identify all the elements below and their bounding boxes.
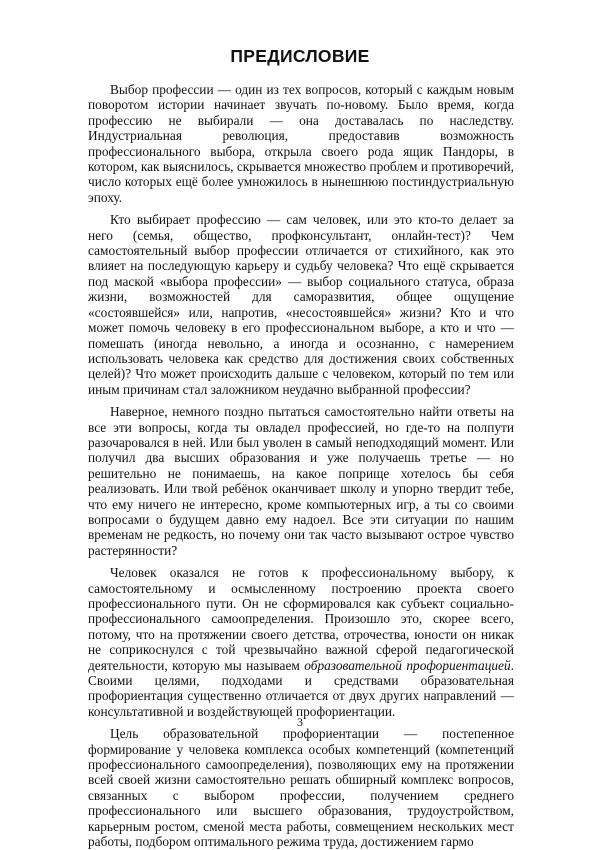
- paragraph-3-text: Наверное, немного поздно пытаться самостоятельно найти ответы на все эти вопросы, когда ты овладел профессией, но где-то на полпути разочаровался в ней. Или был уволен в самый неподходящий момент. Или получил два высших образования и уже получаешь третье — но решительно не понимаешь, на какое поприще хотелось бы себя реализовать. Или твой ребёнок оканчивает школу и упорно твердит тебе, что ему ничего не интересно, кроме компьютерных игр, а ты со своими вопросами о будущем давно ему надоел. Все эти ситуации по нашим временам не редкость, но почему они так часто вызывают острое чувство растерянности?: [88, 404, 514, 558]
- paragraph-3: [88, 404, 514, 558]
- paragraph-2: [88, 212, 514, 397]
- paragraph-5: [88, 726, 514, 849]
- body-text: [88, 82, 514, 850]
- paragraph-4-text-end: . Своими целями, подходами и средствами образовательная профориентация существенно отличается от двух других направлений — консультативной и воздействующей профориентации.: [88, 657, 514, 719]
- paragraph-1-text: Выбор профессии — один из тех вопросов, который с каждым новым поворотом истории начинает звучать по-новому. Было время, когда профессию не выбирали — она доставалась по наследству. Индустриальная революция, предоставив возможность профессионального выбора, открыла своего рода ящик Пандоры, в котором, как выяснилось, скрывается множество проблем и противоречий, число которых ещё более умножилось в нынешнюю постиндустриальную эпоху.: [88, 82, 514, 205]
- page-title: ПРЕДИСЛОВИЕ: [230, 46, 370, 66]
- page-number: 3: [297, 715, 303, 729]
- paragraph-5-text: Цель образовательной профориентации — постепенное формирование у человека комплекса особых компетенций (компетенций профессионального самоопределения), позволяющих ему на протяжении всей своей жизни самостоятельно решать обширный комплекс вопросов, связанных с выбором профессии, получением среднего профессионального или высшего образования, трудоустройством, карьерным ростом, сменой места работы, совмещением нескольких мест работы, подбором оптимального режима труда, достижением гармо: [88, 726, 514, 850]
- paragraph-1: [88, 82, 514, 205]
- paragraph-4-text-start: Человек оказался не готов к профессиональному выбору, к самостоятельному и осмысленному построению проекта своего профессионального пути. Он не сформировался как субъект социально-профессионального самоопределения. Произошло это, скорее всего, потому, что на протяжении своего детства, отрочества, юности он никак не соприкоснулся с той чрезвычайно важной сферой педагогической деятельности, которую мы называем: [88, 565, 514, 673]
- paragraph-4: [88, 565, 514, 719]
- paragraph-2-text: Кто выбирает профессию — сам человек, или это кто-то делает за него (семья, общество, профконсультант, онлайн-тест)? Чем самостоятельный выбор профессии отличается от стихийного, как это влияет на последующую карьеру и судьбу человека? Что ещё скрывается под маской «выбора профессии» — выбор социального статуса, образа жизни, возможностей для саморазвития, общее ощущение «состоявшейся» или, напротив, «несостоявшейся» жизни? Кто и что может помочь человеку в его профессиональном выборе, а кто и что — помешать (иногда невольно, а иногда и осознанно, с намерением использовать человека как средство для достижения своих собственных целей)? Что может происходить дальше с человеком, который по тем или иным причинам стал заложником неудачно выбранной профессии?: [88, 212, 514, 397]
- italic-term: образовательной профориентацией: [304, 657, 511, 673]
